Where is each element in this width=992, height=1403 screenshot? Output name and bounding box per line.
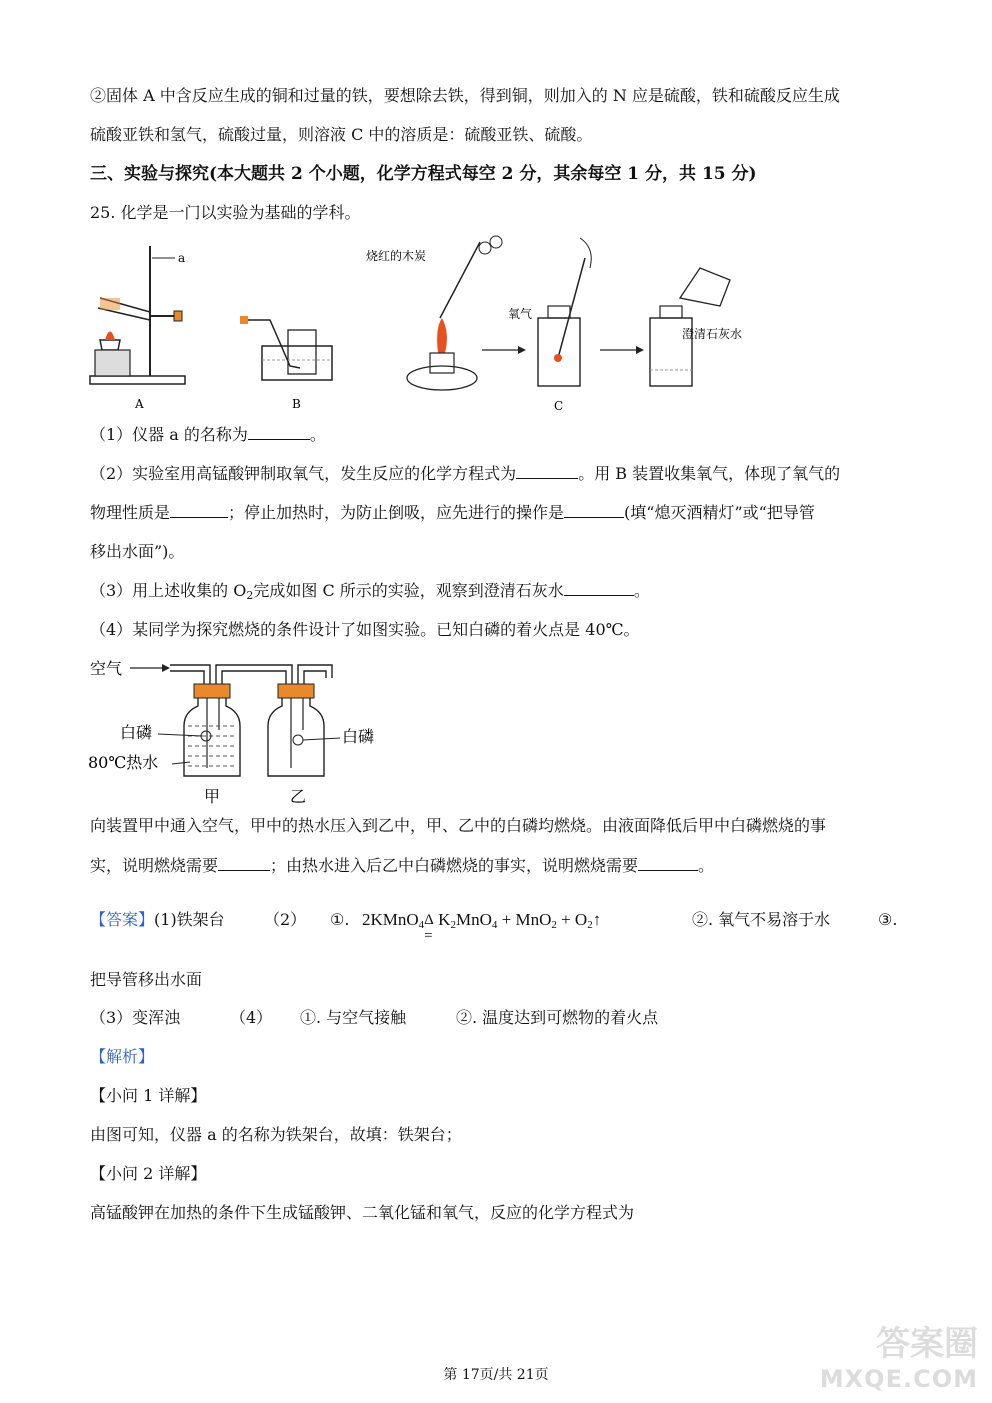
question-4: （4）某同学为探究燃烧的条件设计了如图实验。已知白磷的着火点是 40℃。 [90, 620, 640, 639]
label-C: C [554, 399, 564, 413]
label-yi: 乙 [290, 787, 307, 806]
paragraph-1: 向装置甲中通入空气，甲中的热水压入到乙中，甲、乙中的白磷均燃烧。由液面降低后甲中白磷燃烧的事 [90, 816, 827, 835]
answer-2-3: ③. [878, 910, 898, 929]
apparatus-figure-1 [80, 228, 800, 418]
question-2a: （2）实验室用高锰酸钾制取氧气，发生反应的化学方程式为 。用 B 装置收集氧气，体现了氧气的 [90, 464, 841, 483]
question-2c: 移出水面”)。 [90, 542, 185, 561]
text-line-1: ②固体 A 中含反应生成的铜和过量的铁，要想除去铁，得到铜，则加入的 N 应是硫酸，铁和硫酸反应生成 [90, 86, 840, 105]
answer-2-label: （2） [264, 910, 307, 929]
label-white-p-right: 白磷 [342, 727, 375, 746]
blank-5[interactable] [564, 581, 634, 596]
question-2b: 物理性质是 ；停止加热时，为防止倒吸，应先进行的操作是 (填“熄灭酒精灯”或“把导管 [90, 503, 815, 522]
answer-2-3-text: 把导管移出水面 [90, 970, 203, 989]
label-air: 空气 [90, 659, 123, 678]
label-oxygen: 氧气 [508, 307, 533, 321]
chemical-equation: 2KMnO$_4$ Δ = $K_2MnO_4 + MnO_2$ + $O_2↑$ [362, 910, 602, 944]
blank-4[interactable] [564, 503, 624, 518]
label-white-p-left: 白磷 [120, 723, 153, 742]
answer-tag: 【答案】 [90, 910, 155, 929]
answer-2-2: ②. 氧气不易溶于水 [692, 910, 831, 929]
text-line-2: 硫酸亚铁和氢气，硫酸过量，则溶液 C 中的溶质是：硫酸亚铁、硫酸。 [90, 125, 593, 144]
answer-line-1: 【答案】(1)铁架台 [90, 910, 225, 929]
blank-1[interactable] [248, 425, 310, 440]
analysis-tag: 【解析】 [90, 1047, 155, 1066]
answer-2-1: ①. [330, 910, 350, 929]
answer-4-2: ②. 温度达到可燃物的着火点 [456, 1008, 659, 1027]
apparatus-figure-2 [86, 650, 406, 810]
label-a: a [178, 251, 186, 265]
label-hot-water: 80℃热水 [88, 753, 159, 772]
sub-question-1-text: 由图可知，仪器 a 的名称为铁架台，故填：铁架台； [90, 1125, 462, 1144]
answer-4-1: ①. 与空气接触 [300, 1008, 407, 1027]
label-charcoal: 烧红的木炭 [366, 249, 427, 263]
answer-3: （3）变浑浊 [90, 1008, 181, 1027]
label-limewater: 澄清石灰水 [682, 327, 743, 341]
blank-3[interactable] [170, 503, 228, 518]
blank-7[interactable] [638, 856, 698, 871]
question-25: 25. 化学是一门以实验为基础的学科。 [90, 203, 361, 222]
question-3: （3）用上述收集的 $O_2$完成如图 C 所示的实验，观察到澄清石灰水 。 [90, 581, 650, 602]
answer-4-label: （4） [230, 1008, 273, 1027]
question-1: （1）仪器 a 的名称为 。 [90, 425, 326, 444]
sub-question-2-text: 高锰酸钾在加热的条件下生成锰酸钾、二氧化锰和氧气，反应的化学方程式为 [90, 1203, 635, 1222]
sub-question-2-heading: 【小问 2 详解】 [90, 1164, 207, 1183]
label-jia: 甲 [204, 787, 221, 806]
sub-question-1-heading: 【小问 1 详解】 [90, 1086, 207, 1105]
paragraph-2: 实，说明燃烧需要 ；由热水进入后乙中白磷燃烧的事实，说明燃烧需要 。 [90, 856, 715, 875]
blank-6[interactable] [218, 856, 270, 871]
label-B: B [292, 397, 301, 411]
section-heading: 三、实验与探究(本大题共 2 个小题，化学方程式每空 2 分，其余每空 1 分，共 15 分) [90, 164, 757, 184]
blank-2[interactable] [516, 464, 578, 479]
page-footer: 第 17页/共 21页 [443, 1367, 549, 1383]
label-A: A [135, 397, 144, 411]
watermark: 答案圈 MXQE.COM [819, 1324, 978, 1393]
